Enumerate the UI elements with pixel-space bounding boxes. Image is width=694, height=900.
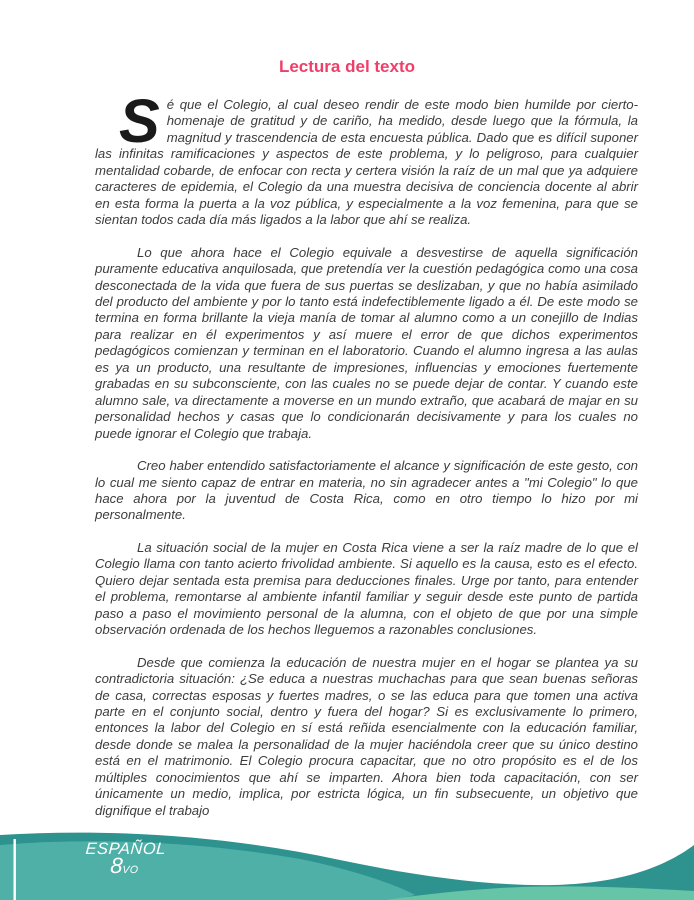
paragraph-5: Desde que comienza la educación de nuestra mujer en el hogar se plantea ya su contradictoria situación: ¿Se educa a nuestras muchachas para que sean buenas señoras de casa, correctas esposas y fuertes madres, o se las educa para que tomen una activa parte en el conjunto social, dentro y fuera del hogar? Si es exclusivamente lo primero, entonces la labor del Colegio en sí está reñida esencialmente con la educación familiar, desde donde se malea la personalidad de la mujer haciéndola creer que su único destino está en el matrimonio. El Colegio procura capacitar, que no otro propósito es el de los múltiples conocimientos que ahí se imparten. Ahora bien toda capacitación, con ser únicamente un medio, implica, por estricta lógica, un fin subsecuente, un objetivo que dignifique el trabajo xyxy=(95,654,638,818)
paragraph-2: Lo que ahora hace el Colegio equivale a desvestirse de aquella significación puramente educativa anquilosada, que pretendía ver la cuestión pedagógica como una cosa desconectada de la vida que fuera de sus puertas se deslizaban, y que no había asimilado del producto del ambiente y por lo tanto está indefectiblemente ligado a él. De este modo se termina en forma brillante la vieja manía de tomar al alumno como a un conejillo de Indias para realizar en él experimentos y así muere el error de que dichos experimentos pedagógicos comienzan y terminan en el laboratorio. Cuando el alumno ingresa a las aulas es ya un producto, una resultante de impresiones, influencias y emociones fuertemente grabadas en su subconsciente, con las cuales no se puede dejar de contar. Y cuando este alumno sale, va directamente a moverse en un mundo extraño, que acabará de majar en su personalidad hechos y casas que lo condicionarán decisivamente y para los cuales no puede ignorar el Colegio que trabaja. xyxy=(95,244,638,441)
page-title: Lectura del texto xyxy=(278,57,416,76)
paragraph-1-text: é que el Colegio, al cual deseo rendir de este modo bien humilde por cierto- homenaje de gratitud y de cariño, ha medido, desde luego que la fórmula, la magnitud y trascendencia de esta encuesta pública. Dado que es difícil suponer las infinitas ramificaciones y aspectos de este problema, y lo peligroso, para cualquier mentalidad cobarde, de enfocar con recta y certera visión la raíz de un mal que ya adquiere caracteres de epidemia, el Colegio da una muestra decisiva de conciencia docente al abrir en esta forma la puerta a la voz pública, y especialmente a la voz femenina, para que se sientan todos cada día más ligados a la labor que ahí se realiza. xyxy=(95,97,638,228)
grade-suffix: VO xyxy=(121,864,139,876)
series-title: ESPAÑOL xyxy=(85,840,167,858)
page-footer xyxy=(0,810,694,900)
dropcap-letter: S xyxy=(119,87,160,155)
series-label xyxy=(83,841,168,879)
paragraph-1 xyxy=(95,87,638,229)
reading-text xyxy=(95,87,638,835)
paragraph-4: La situación social de la mujer en Costa Rica viene a ser la raíz madre de lo que el Colegio llama con tanto acierto frivolidad ambiente. Si aquello es la causa, esto es el efecto. Quiero dejar sentada esta premisa para deducciones finales. Urge por tanto, para entender el problema, remontarse al ambiente infantil familiar y seguir desde este punto de partida paso a paso el movimiento personal de la alumna, con el objeto de que por una simple observación ordenada de los hechos lleguemos a razonables conclusiones. xyxy=(95,539,638,638)
grade-number: 8 xyxy=(109,853,124,878)
paragraph-3: Creo haber entendido satisfactoriamente el alcance y significación de este gesto, con lo cual me siento capaz de entrar en materia, no sin agradecer antes a "mi Colegio" lo que hace ahora por la juventud de Costa Rica, como en otro tiempo lo hizo por mi personalmente. xyxy=(95,458,638,523)
series-grade xyxy=(83,853,167,879)
page-number: 151 xyxy=(605,848,633,866)
